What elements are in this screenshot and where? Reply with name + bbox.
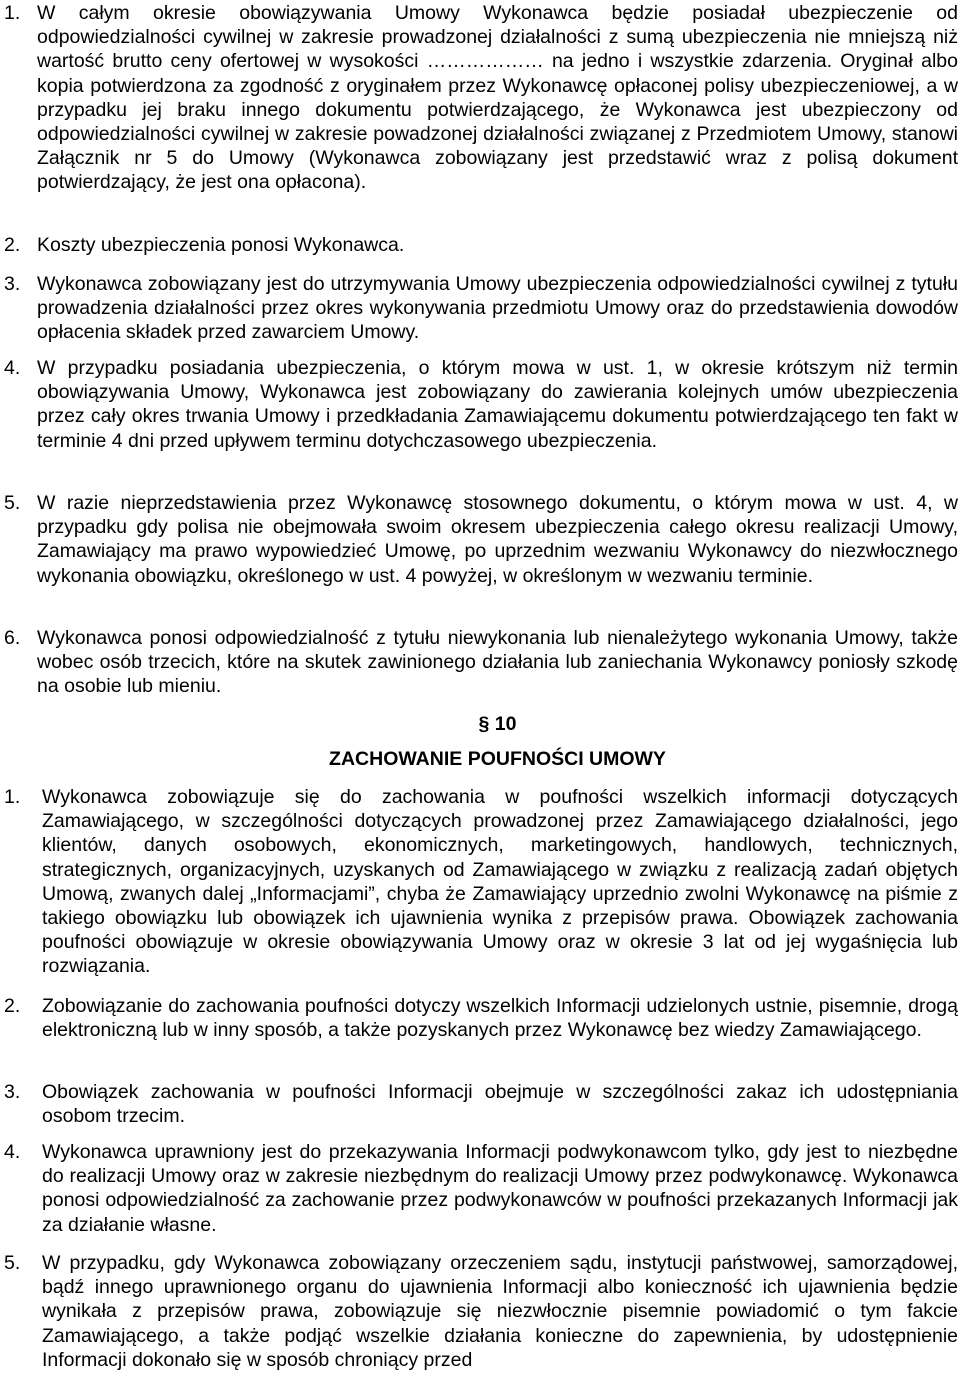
paragraph-number: 1. xyxy=(4,786,21,808)
paragraph-number: 2. xyxy=(4,234,21,256)
confidentiality-paragraph-3 xyxy=(4,1080,958,1128)
paragraph-text: W przypadku posiadania ubezpieczenia, o którym mowa w ust. 1, w okresie krótszym niż termin obowiązywania Umowy, Wykonawca jest zobowiązany do zawierania kolejnych umów ubezpieczenia przez cały okres trwania Umowy i przedkładania Zamawiającemu dokumentu potwierdzającego ten fakt w terminie 4 dni przed upływem terminu dotychczasowego ubezpieczenia. xyxy=(37,357,958,452)
confidentiality-paragraph-4 xyxy=(4,1140,958,1237)
paragraph-text: W przypadku, gdy Wykonawca zobowiązany orzeczeniem sądu, instytucji państwowej, samorządowej, bądź innego uprawnionego organu do ujawnienia Informacji albo konieczność ich ujawnienia będzie wynikała z przepisów prawa, zobowiązuje się niezwłocznie pisemnie powiadomić o tym fakcie Zamawiającego, a także podjąć wszelkie działania konieczne do zapewnienia, by udostępnienie Informacji dokonało się w sposób chroniący przed xyxy=(42,1252,958,1371)
paragraph-number: 1. xyxy=(4,2,21,24)
paragraph-2 xyxy=(4,233,958,257)
paragraph-text: Wykonawca ponosi odpowiedzialność z tytułu niewykonania lub nienależytego wykonania Umowy, także wobec osób trzecich, które na skutek zawinionego działania lub zaniechania Wykonawcy poniosły szkodę na osobie lub mieniu. xyxy=(37,627,958,698)
confidentiality-paragraph-2 xyxy=(4,994,958,1042)
paragraph-text: Wykonawca uprawniony jest do przekazywania Informacji podwykonawcom tylko, gdy jest to niezbędne do realizacji Umowy oraz w zakresie niezbędnym do realizacji Umowy przez podwykonawcę. Wykonawca ponosi odpowiedzialność za zachowanie przez podwykonawców w poufności przekazanych Informacji jak za działanie własne. xyxy=(42,1141,958,1236)
paragraph-text: Wykonawca zobowiązany jest do utrzymywania Umowy ubezpieczenia odpowiedzialności cywilnej z tytułu prowadzenia działalności przez okres wykonywania przedmiotu Umowy oraz do przedstawienia dowodów opłacenia składek przed zawarciem Umowy. xyxy=(37,273,958,344)
paragraph-3 xyxy=(4,272,958,345)
paragraph-number: 3. xyxy=(4,1081,21,1103)
paragraph-number: 6. xyxy=(4,627,21,649)
paragraph-text: W razie nieprzedstawienia przez Wykonawcę stosownego dokumentu, o którym mowa w ust. 4, w przypadku gdy polisa nie obejmowała swoim okresem ubezpieczenia całego okresu realizacji Umowy, Zamawiający ma prawo wypowiedzieć Umowę, po uprzednim wezwaniu Wykonawcy do niezwłocznego wykonania obowiązku, określonego w ust. 4 powyżej, w określonym w wezwaniu terminie. xyxy=(37,492,958,587)
paragraph-1 xyxy=(4,1,958,195)
paragraph-text: Koszty ubezpieczenia ponosi Wykonawca. xyxy=(37,234,405,256)
paragraph-6 xyxy=(4,626,958,699)
paragraph-5 xyxy=(4,491,958,588)
section-title: ZACHOWANIE POUFNOŚCI UMOWY xyxy=(329,748,666,770)
paragraph-text: Wykonawca zobowiązuje się do zachowania w poufności wszelkich informacji dotyczących Zamawiającego, w szczególności dotyczących prowadzonej przez Zamawiającego działalności, jego klientów, danych osobowych, ekonomicznych, marketingowych, handlowych, technicznych, strategicznych, organizacyjnych, uzyskanych od Zamawiającego w związku z realizacją zadań objętych Umową, zwanych dalej „Informacjami”, chyba że Zamawiający uprzednio zwolni Wykonawcę na piśmie z takiego obowiązku lub obowiązek ich ujawnienia wynika z przepisów prawa. Obowiązek zachowania poufności obowiązuje w okresie obowiązywania Umowy oraz w okresie 3 lat od jej wygaśnięcia lub rozwiązania. xyxy=(42,786,958,978)
paragraph-number: 4. xyxy=(4,1141,21,1163)
paragraph-number: 5. xyxy=(4,492,21,514)
paragraph-4 xyxy=(4,356,958,453)
paragraph-text: Zobowiązanie do zachowania poufności dotyczy wszelkich Informacji udzielonych ustnie, pisemnie, drogą elektroniczną lub w inny sposób, a także pozyskanych przez Wykonawcę bez wiedzy Zamawiającego. xyxy=(42,995,958,1042)
paragraph-number: 2. xyxy=(4,995,21,1017)
paragraph-number: 5. xyxy=(4,1252,21,1274)
paragraph-number: 3. xyxy=(4,273,21,295)
confidentiality-paragraph-1 xyxy=(4,785,958,979)
confidentiality-paragraph-5 xyxy=(4,1251,958,1372)
paragraph-text: Obowiązek zachowania w poufności Informacji obejmuje w szczególności zakaz ich udostępniania osobom trzecim. xyxy=(42,1081,958,1128)
section-number: § 10 xyxy=(478,713,517,735)
paragraph-number: 4. xyxy=(4,357,21,379)
paragraph-text: W całym okresie obowiązywania Umowy Wykonawca będzie posiadał ubezpieczenie od odpowiedzialności cywilnej w zakresie prowadzonej działalności z sumą ubezpieczenia nie mniejszą niż wartość brutto ceny ofertowej w wysokości ……………… na jedno i wszystkie zdarzenia. Oryginał albo kopia potwierdzona za zgodność z oryginałem przez Wykonawcę opłaconej polisy ubezpieczeniowej, a w przypadku jej braku innego dokumentu potwierdzającego, że Wykonawca jest ubezpieczony od odpowiedzialności cywilnej w zakresie powadzonej działalności związanej z Przedmiotem Umowy, stanowi Załącznik nr 5 do Umowy (Wykonawca zobowiązany jest przedstawić wraz z polisą dokument potwierdzający, że jest ona opłacona). xyxy=(37,2,958,194)
